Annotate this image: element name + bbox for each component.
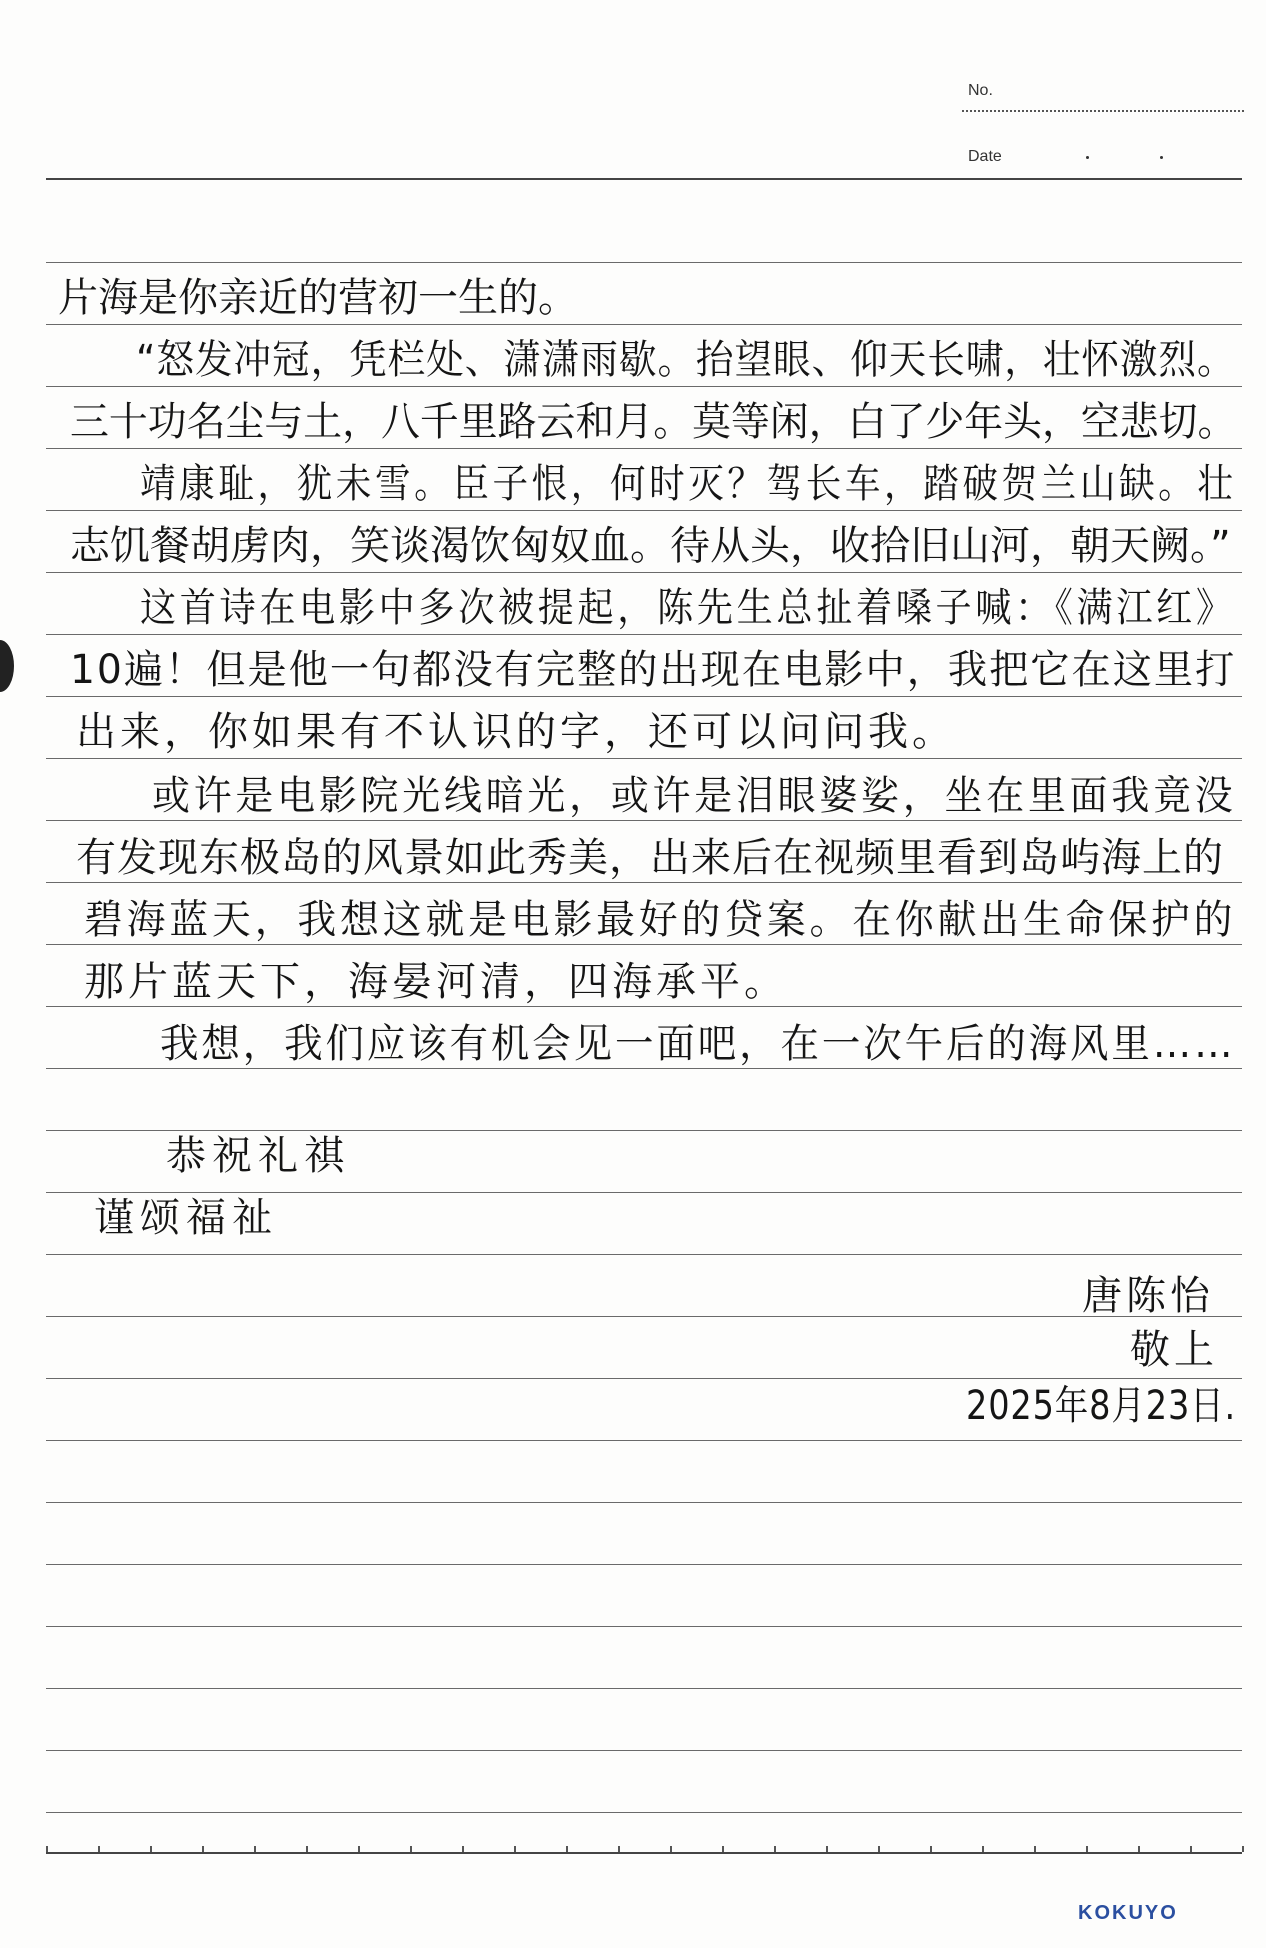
letter-line: 或许是电影院光线暗光，或许是泪眼婆娑，坐在里面我竟没 [152,773,1237,819]
ruled-line [46,696,1242,697]
date-label: Date [968,148,1002,165]
ruled-line [46,634,1242,635]
ruler-tick [878,1846,880,1852]
ruler-tick [930,1846,932,1852]
ruled-line [46,510,1242,511]
signature-date: 2025年8月23日. [966,1383,1237,1429]
ruler-tick [410,1846,412,1852]
closing-blessing: 谨颂福祉 [94,1195,278,1241]
ruler-tick [306,1846,308,1852]
ruler-tick [1034,1846,1036,1852]
letter-line: 碧海蓝天，我想这就是电影最好的贷案。在你献出生命保护的 [84,897,1237,943]
ruler-tick [1086,1846,1088,1852]
letter-line: 三十功名尘与土，八千里路云和月。莫等闲，白了少年头，空悲切。 [70,399,1237,445]
ruled-line [46,1378,1242,1379]
ruled-line [46,1316,1242,1317]
ruler-tick [722,1846,724,1852]
binder-hole [0,640,14,692]
ruler-tick [1242,1846,1244,1852]
ruler-tick [826,1846,828,1852]
ruler-tick [462,1846,464,1852]
ruler-tick [514,1846,516,1852]
letter-line: 我想，我们应该有机会见一面吧，在一次午后的海风里…… [160,1021,1236,1067]
ruled-line [46,262,1242,263]
ruler-tick [618,1846,620,1852]
ruled-line [46,758,1242,759]
ruled-line [46,1750,1242,1751]
brand-logo: KOKUYO [1078,1902,1178,1924]
letter-line: 出来，你如果有不认识的字，还可以问问我。 [76,709,956,755]
ruler-tick [358,1846,360,1852]
letter-line: 这首诗在电影中多次被提起，陈先生总扯着嗓子喊：《满江红》 [140,585,1236,631]
ruler-tick [670,1846,672,1852]
ruled-line [46,1812,1242,1813]
ruler-tick [982,1846,984,1852]
letter-line: 志饥餐胡虏肉，笑谈渴饮匈奴血。待从头，收拾旧山河，朝天阙。” [70,523,1231,569]
ruled-line [46,1688,1242,1689]
ruled-line [46,1626,1242,1627]
letter-line: 片海是你亲近的营初一生的。 [58,275,578,321]
number-dotted-line [962,110,1244,112]
ruler-tick [566,1846,568,1852]
ruled-line [46,572,1242,573]
ruler-tick [254,1846,256,1852]
closing-wish: 恭祝礼祺 [166,1133,350,1179]
ruled-line [46,1564,1242,1565]
number-label: No. [968,82,993,99]
letter-line: “怒发冲冠，凭栏处、潇潇雨歇。抬望眼、仰天长啸，壮怀激烈。 [136,337,1236,383]
ruler-tick [46,1846,48,1852]
ruler-tick [1138,1846,1140,1852]
ruled-line [46,1254,1242,1255]
signature-respect: 敬上 [1130,1327,1218,1373]
ruled-line [46,386,1242,387]
letter-line: 有发现东极岛的风景如此秀美，出来后在视频里看到岛屿海上的 [76,835,1224,881]
footer-rule [46,1852,1242,1854]
ruler-tick [1190,1846,1192,1852]
ruled-line [46,1440,1242,1441]
ruler-tick [774,1846,776,1852]
ruled-line [46,324,1242,325]
letter-line: 那片蓝天下，海晏河清，四海承平。 [84,959,788,1005]
ruler-tick [202,1846,204,1852]
header-rule [46,178,1242,180]
ruled-line [46,1502,1242,1503]
letter-line: 靖康耻，犹未雪。臣子恨，何时灭？驾长车，踏破贺兰山缺。壮 [140,461,1237,507]
date-separator-dot [1160,156,1163,159]
signature-name: 唐陈怡 [1082,1273,1214,1319]
ruled-line [46,448,1242,449]
letter-line: 10遍！但是他一句都没有完整的出现在电影中，我把它在这里打 [70,647,1237,693]
date-separator-dot [1086,156,1089,159]
ruler-tick [150,1846,152,1852]
ruler-tick [98,1846,100,1852]
